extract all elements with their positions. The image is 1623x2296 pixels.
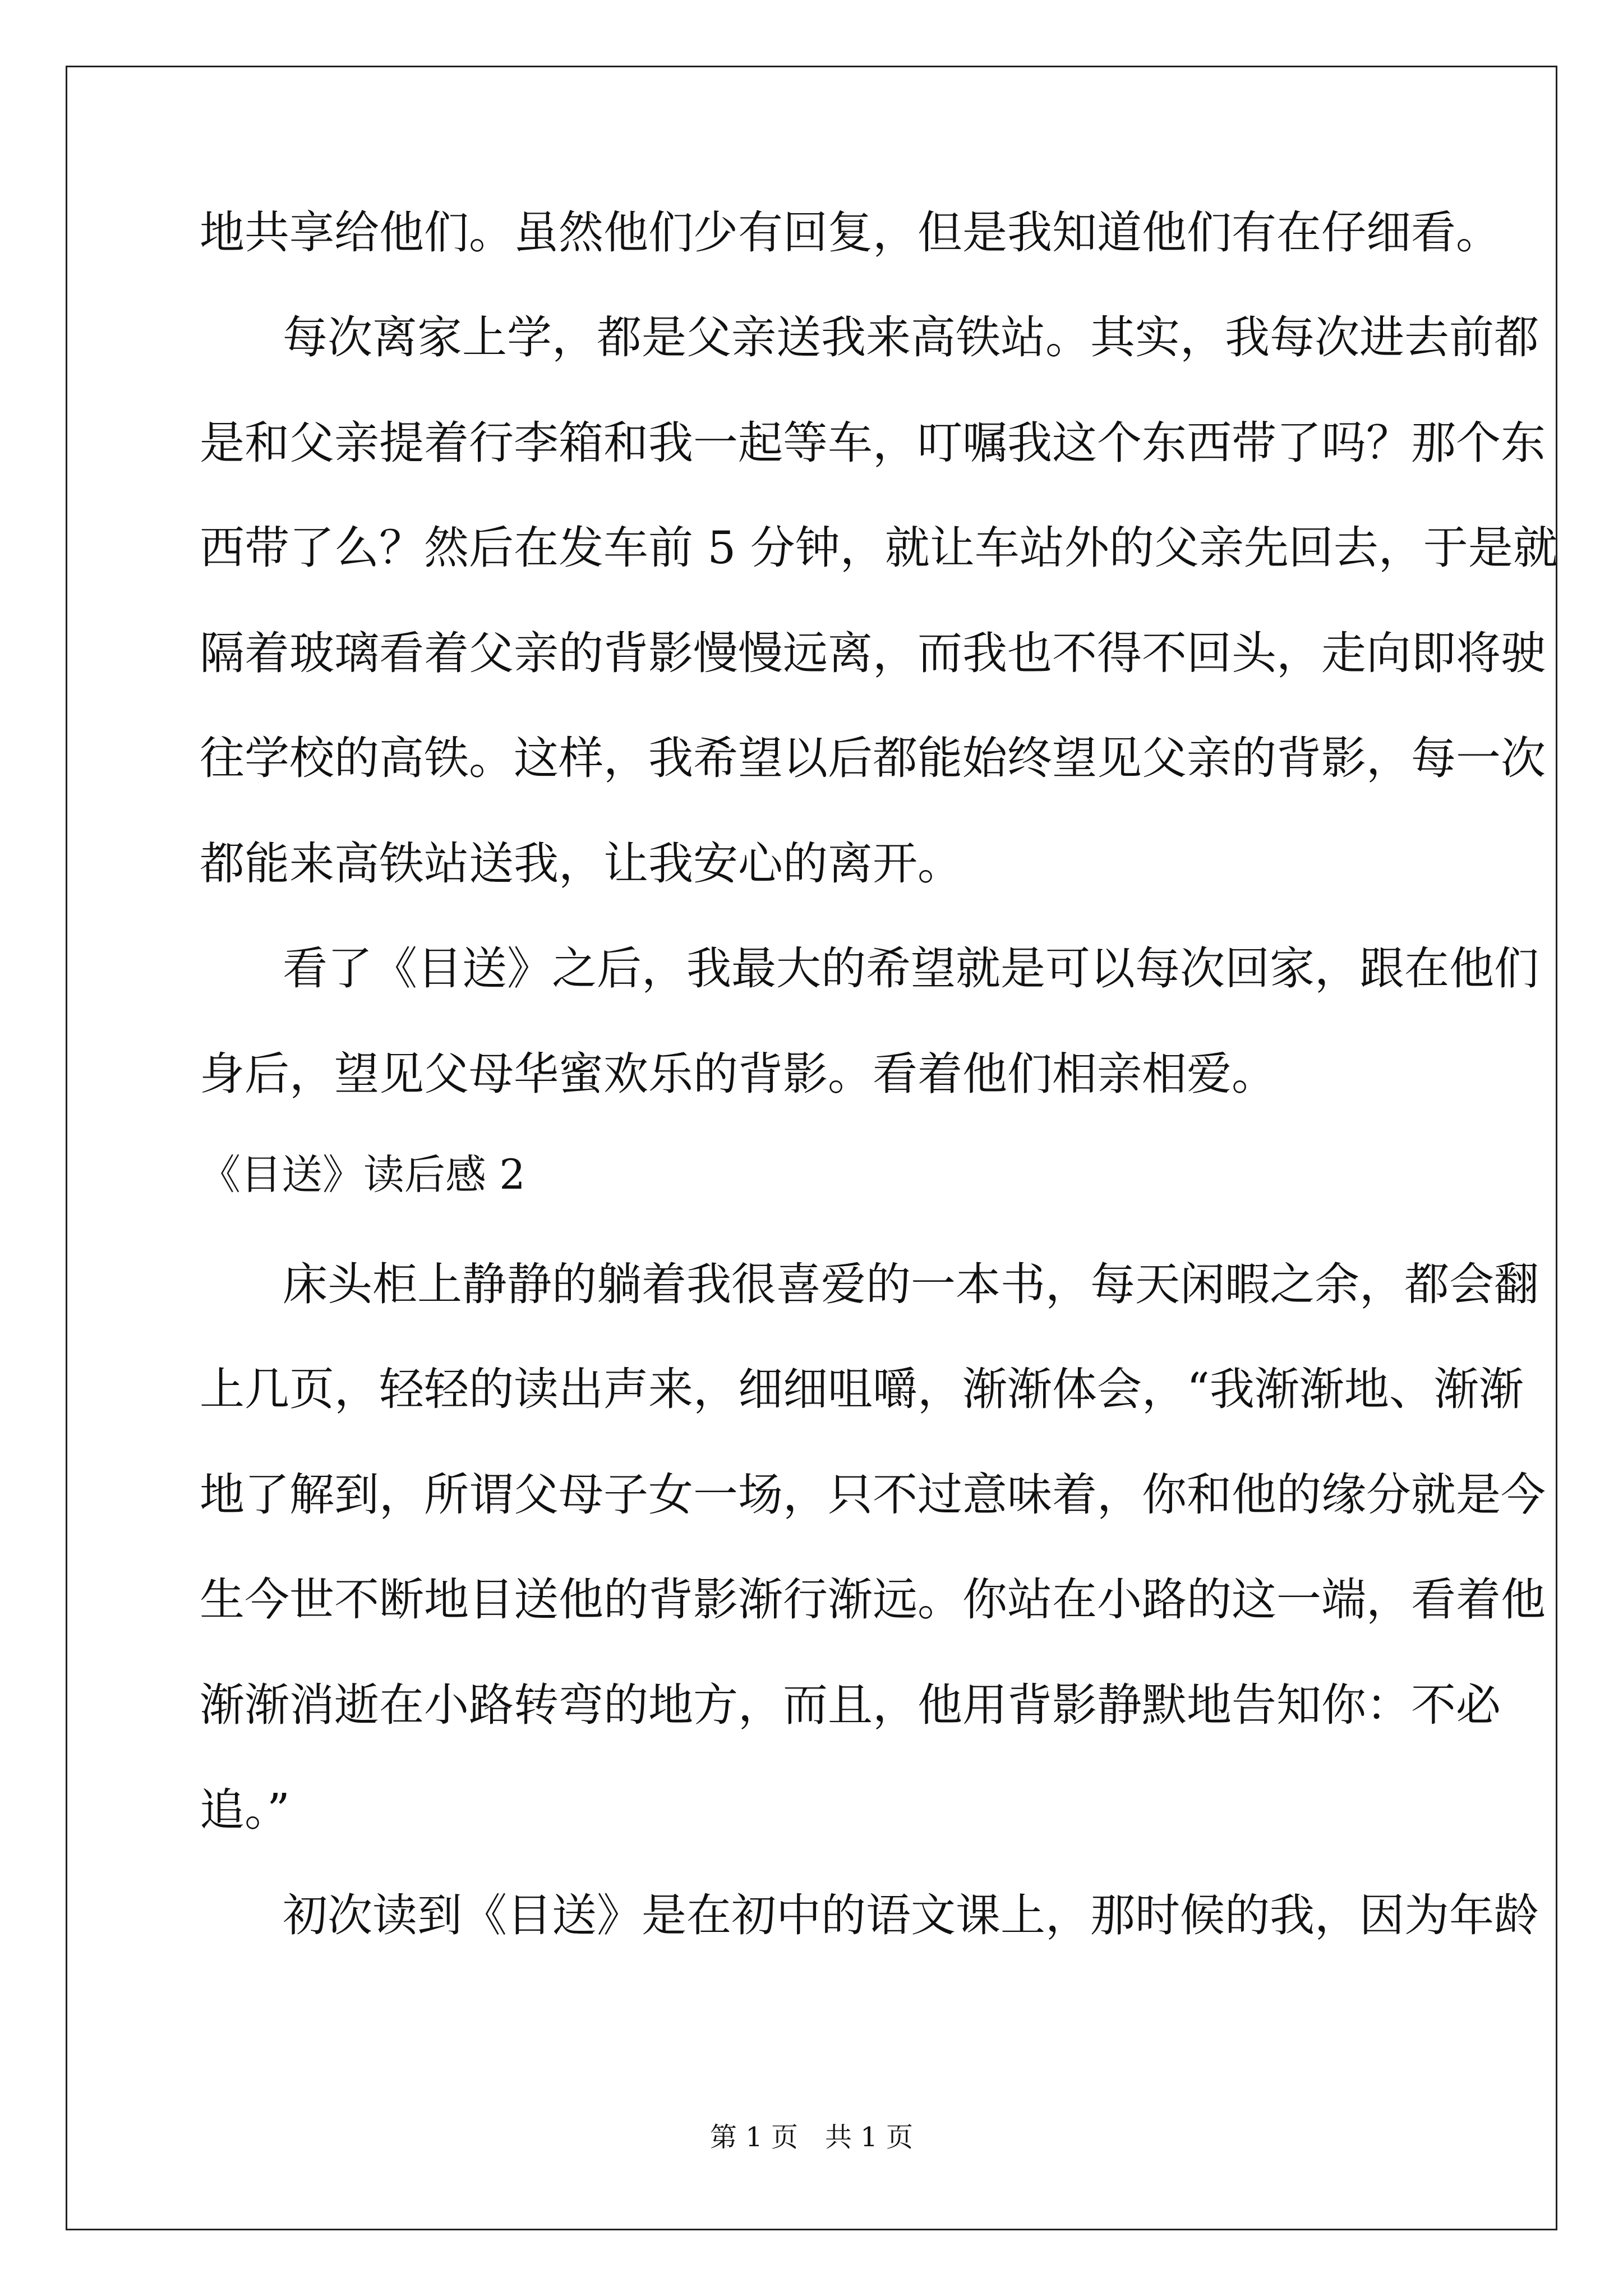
text-line: 生今世不断地目送他的背影渐行渐远。你站在小路的这一端，看着他 [200,1573,1546,1626]
text-line: 地了解到，所谓父母子女一场，只不过意味着，你和他的缘分就是今 [200,1469,1546,1521]
text-line: 往学校的高铁。这样，我希望以后都能始终望见父亲的背影，每一次 [200,732,1546,784]
text-line: 都能来高铁站送我，让我安心的离开。 [200,838,962,890]
text-line: 初次读到《目送》是在初中的语文课上，那时候的我，因为年龄 [283,1889,1539,1941]
text-line: 身后，望见父母华蜜欢乐的背影。看着他们相亲相爱。 [200,1048,1276,1100]
text-line: 每次离家上学，都是父亲送我来高铁站。其实，我每次进去前都 [283,311,1539,364]
text-line: 追。” [200,1784,290,1836]
text-line: 是和父亲提着行李箱和我一起等车，叮嘱我这个东西带了吗？那个东 [200,417,1546,469]
text-line: 地共享给他们。虽然他们少有回复，但是我知道他们有在仔细看。 [200,206,1501,259]
text-line: 上几页，轻轻的读出声来，细细咀嚼，渐渐体会，“我渐渐地、渐渐 [200,1363,1524,1415]
section-heading: 《目送》读后感 2 [200,1151,525,1199]
text-line: 西带了么？然后在发车前 5 分钟，就让车站外的父亲先回去，于是就 [200,522,1558,574]
text-line: 床头柜上静静的躺着我很喜爱的一本书，每天闲暇之余，都会翻 [283,1258,1539,1310]
page-footer: 第 1 页 共 1 页 [709,2122,914,2153]
text-line: 看了《目送》之后，我最大的希望就是可以每次回家，跟在他们 [283,942,1539,995]
text-line: 渐渐消逝在小路转弯的地方，而且，他用背影静默地告知你：不必 [200,1679,1501,1731]
text-line: 隔着玻璃看着父亲的背影慢慢远离，而我也不得不回头，走向即将驶 [200,627,1546,679]
